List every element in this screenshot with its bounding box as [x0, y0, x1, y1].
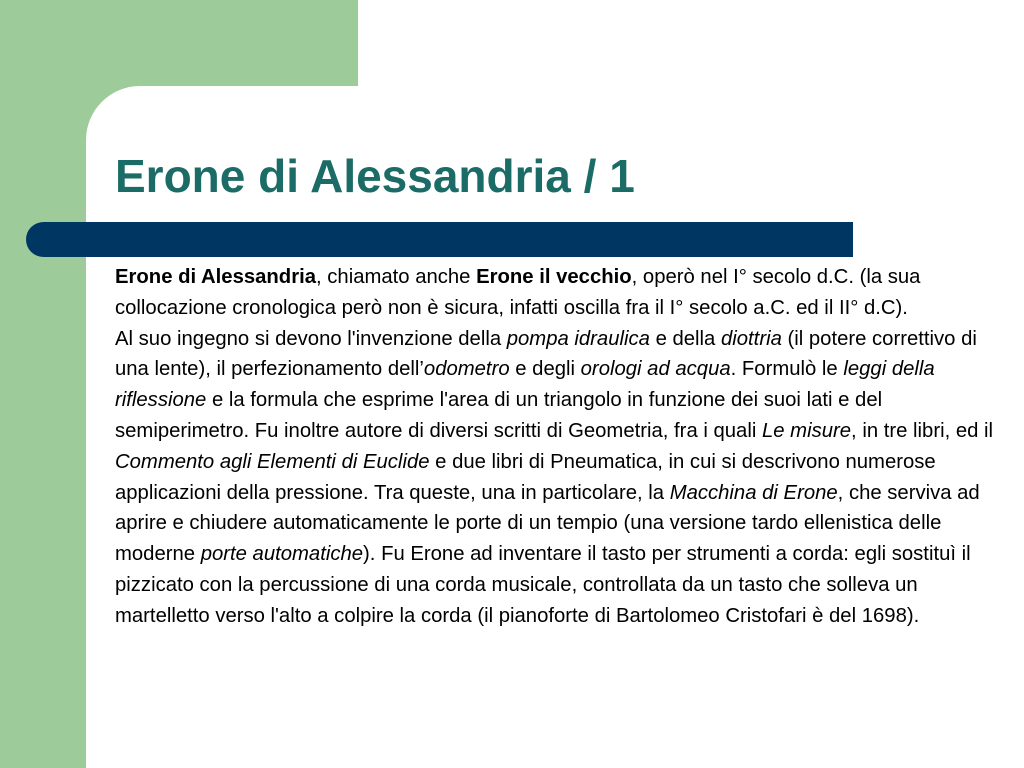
paragraph-inventions	[115, 324, 995, 632]
text-run: , operò nel I° secolo d.C. (la sua collocazione cronologica però non è sicura, infatti oscilla fra il I° secolo a.C. ed il II° d.C).	[115, 266, 921, 319]
italic-term: diottria	[720, 327, 782, 350]
text-run: , in tre libri, ed il	[851, 419, 994, 442]
title-divider-bar	[26, 222, 853, 257]
italic-term: Commento agli Elementi di Euclide	[115, 450, 430, 473]
slide-title: Erone di Alessandria / 1	[115, 150, 635, 202]
text-run: (il potere correttivo di una lente), il perfezionamento dell’	[115, 327, 977, 381]
bold-term-erone-di-alessandria: Erone di Alessandria	[115, 266, 316, 288]
text-run: ). Fu Erone ad inventare il tasto per strumenti a corda: egli sostituì il pizzicato con la percussione di una corda musicale, controllata da un tasto che solleva un martelletto verso l'alto a colpire la corda (il pianoforte di Bartolomeo Cristofari è del 1698).	[115, 543, 971, 627]
italic-term: odometro	[423, 358, 510, 381]
text-run: , che serviva ad aprire e chiudere automaticamente le porte di un tempio (una versione tardo ellenistica delle moderne	[115, 481, 980, 566]
slide-body	[115, 262, 995, 632]
italic-term: pompa idraulica	[506, 327, 650, 350]
italic-term: Macchina di Erone	[669, 481, 838, 504]
italic-term: Le misure	[761, 419, 852, 442]
italic-term: porte automatiche	[200, 543, 364, 566]
text-run: e la formula che esprime l'area di un triangolo in funzione dei suoi lati e del semiperimetro. Fu inoltre autore di diversi scritti di Geometria, fra i quali	[115, 389, 883, 442]
italic-term: leggi della riflessione	[115, 358, 935, 412]
text-run: Al suo ingegno si devono l'invenzione della	[115, 327, 507, 350]
text-run: e della	[649, 327, 721, 350]
bold-term-erone-il-vecchio: Erone il vecchio	[476, 266, 632, 288]
text-run: . Formulò le	[730, 358, 844, 381]
paragraph-intro	[115, 262, 995, 324]
text-run: , chiamato anche	[316, 266, 477, 288]
italic-term: orologi ad acqua	[580, 358, 731, 381]
text-run: e degli	[509, 358, 581, 381]
text-run: e due libri di Pneumatica, in cui si descrivono numerose applicazioni della pressione. Tra queste, una in particolare, la	[115, 450, 936, 504]
